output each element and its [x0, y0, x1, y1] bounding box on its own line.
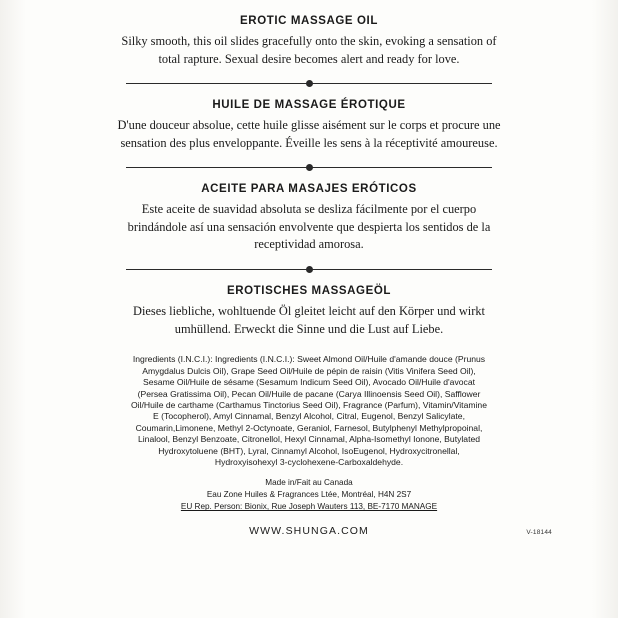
divider-dot-icon	[306, 266, 313, 273]
section-title-french: HUILE DE MASSAGE ÉROTIQUE	[212, 99, 406, 112]
section-french	[110, 98, 508, 152]
right-edge-shading	[592, 0, 618, 618]
footer-info	[110, 477, 508, 513]
divider-3	[110, 263, 508, 275]
divider-2	[110, 161, 508, 173]
section-title-english: EROTIC MASSAGE OIL	[240, 15, 378, 27]
section-body-spanish: Este aceite de suavidad absoluta se desliza fácilmente por el cuerpo brindándole así una sensación envolvente que despierta los sentidos de la receptividad amorosa.	[127, 202, 491, 252]
divider-1	[110, 77, 508, 89]
product-code: V-18144	[526, 529, 552, 537]
section-title-spanish: ACEITE PARA MASAJES ERÓTICOS	[201, 183, 417, 196]
eu-rep-line: EU Rep. Person: Bionix, Rue Joseph Wauters 113, BE-7170 MANAGE	[180, 502, 438, 512]
section-german	[110, 284, 508, 338]
divider-dot-icon	[306, 164, 313, 171]
section-body-french: D'une douceur absolue, cette huile glisse aisément sur le corps et procure une sensation des plus enveloppante. Éveille les sens à la réceptivité amoureuse.	[117, 118, 501, 150]
ingredients-list: Ingredients (I.N.C.I.): Ingredients (I.N.C.I.): Sweet Almond Oil/Huile d'amande douce (Prunus Amygdalus Dulcis Oil), Grape Seed Oil/Huile de pépin de raisin (Vitis Vinifera Seed Oil), Sesame Oil/Huile de sésame (Sesamum Indicum Seed Oil), Avocado Oil/Huile d'avocat (Persea Gratissima Oil), Pecan Oil/Huile de pacane (Carya Illinoensis Seed Oil), Safflower Oil/Huile de carthame (Carthamus Tinctorius Seed Oil), Fragrance (Parfum), Vitamin/Vitamine E (Tocopherol), Amyl Cinnamal, Benzyl Alcohol, Citral, Eugenol, Benzyl Salicylate, Coumarin,Limonene, Methyl 2-Octynoate, Geraniol, Farnesol, Butylphenyl Methylpropoinal, Linalool, Benzyl Benzoate, Citronellol, Hexyl Cinnamal, Alpha-Isomethyl Ionone, Butylated Hydroxytoluene (BHT), Lyral, Cinnamyl Alcohol, IsoEugenol, Hydroxycitronellal, Hydroxyisohexyl 3-cyclohexene-Carboxaldehyde.	[131, 354, 487, 468]
section-english	[110, 14, 508, 68]
section-title-german: EROTISCHES MASSAGEÖL	[226, 285, 392, 298]
section-spanish	[110, 182, 508, 254]
section-body-german: Dieses liebliche, wohltuende Öl gleitet leicht auf den Körper und wirkt umhüllend. Erweckt die Sinne und die Lust auf Liebe.	[133, 304, 485, 336]
company-address-line: Eau Zone Huiles & Fragrances Ltée, Montréal, H4N 2S7	[206, 490, 412, 500]
url-row	[110, 525, 552, 538]
divider-dot-icon	[306, 80, 313, 87]
section-body-english: Silky smooth, this oil slides gracefully onto the skin, evoking a sensation of total rapture. Sexual desire becomes alert and ready for love.	[121, 33, 497, 66]
left-edge-shading	[0, 0, 26, 618]
made-in-line: Made in/Fait au Canada	[265, 478, 353, 488]
website-url[interactable]: WWW.SHUNGA.COM	[249, 525, 369, 538]
